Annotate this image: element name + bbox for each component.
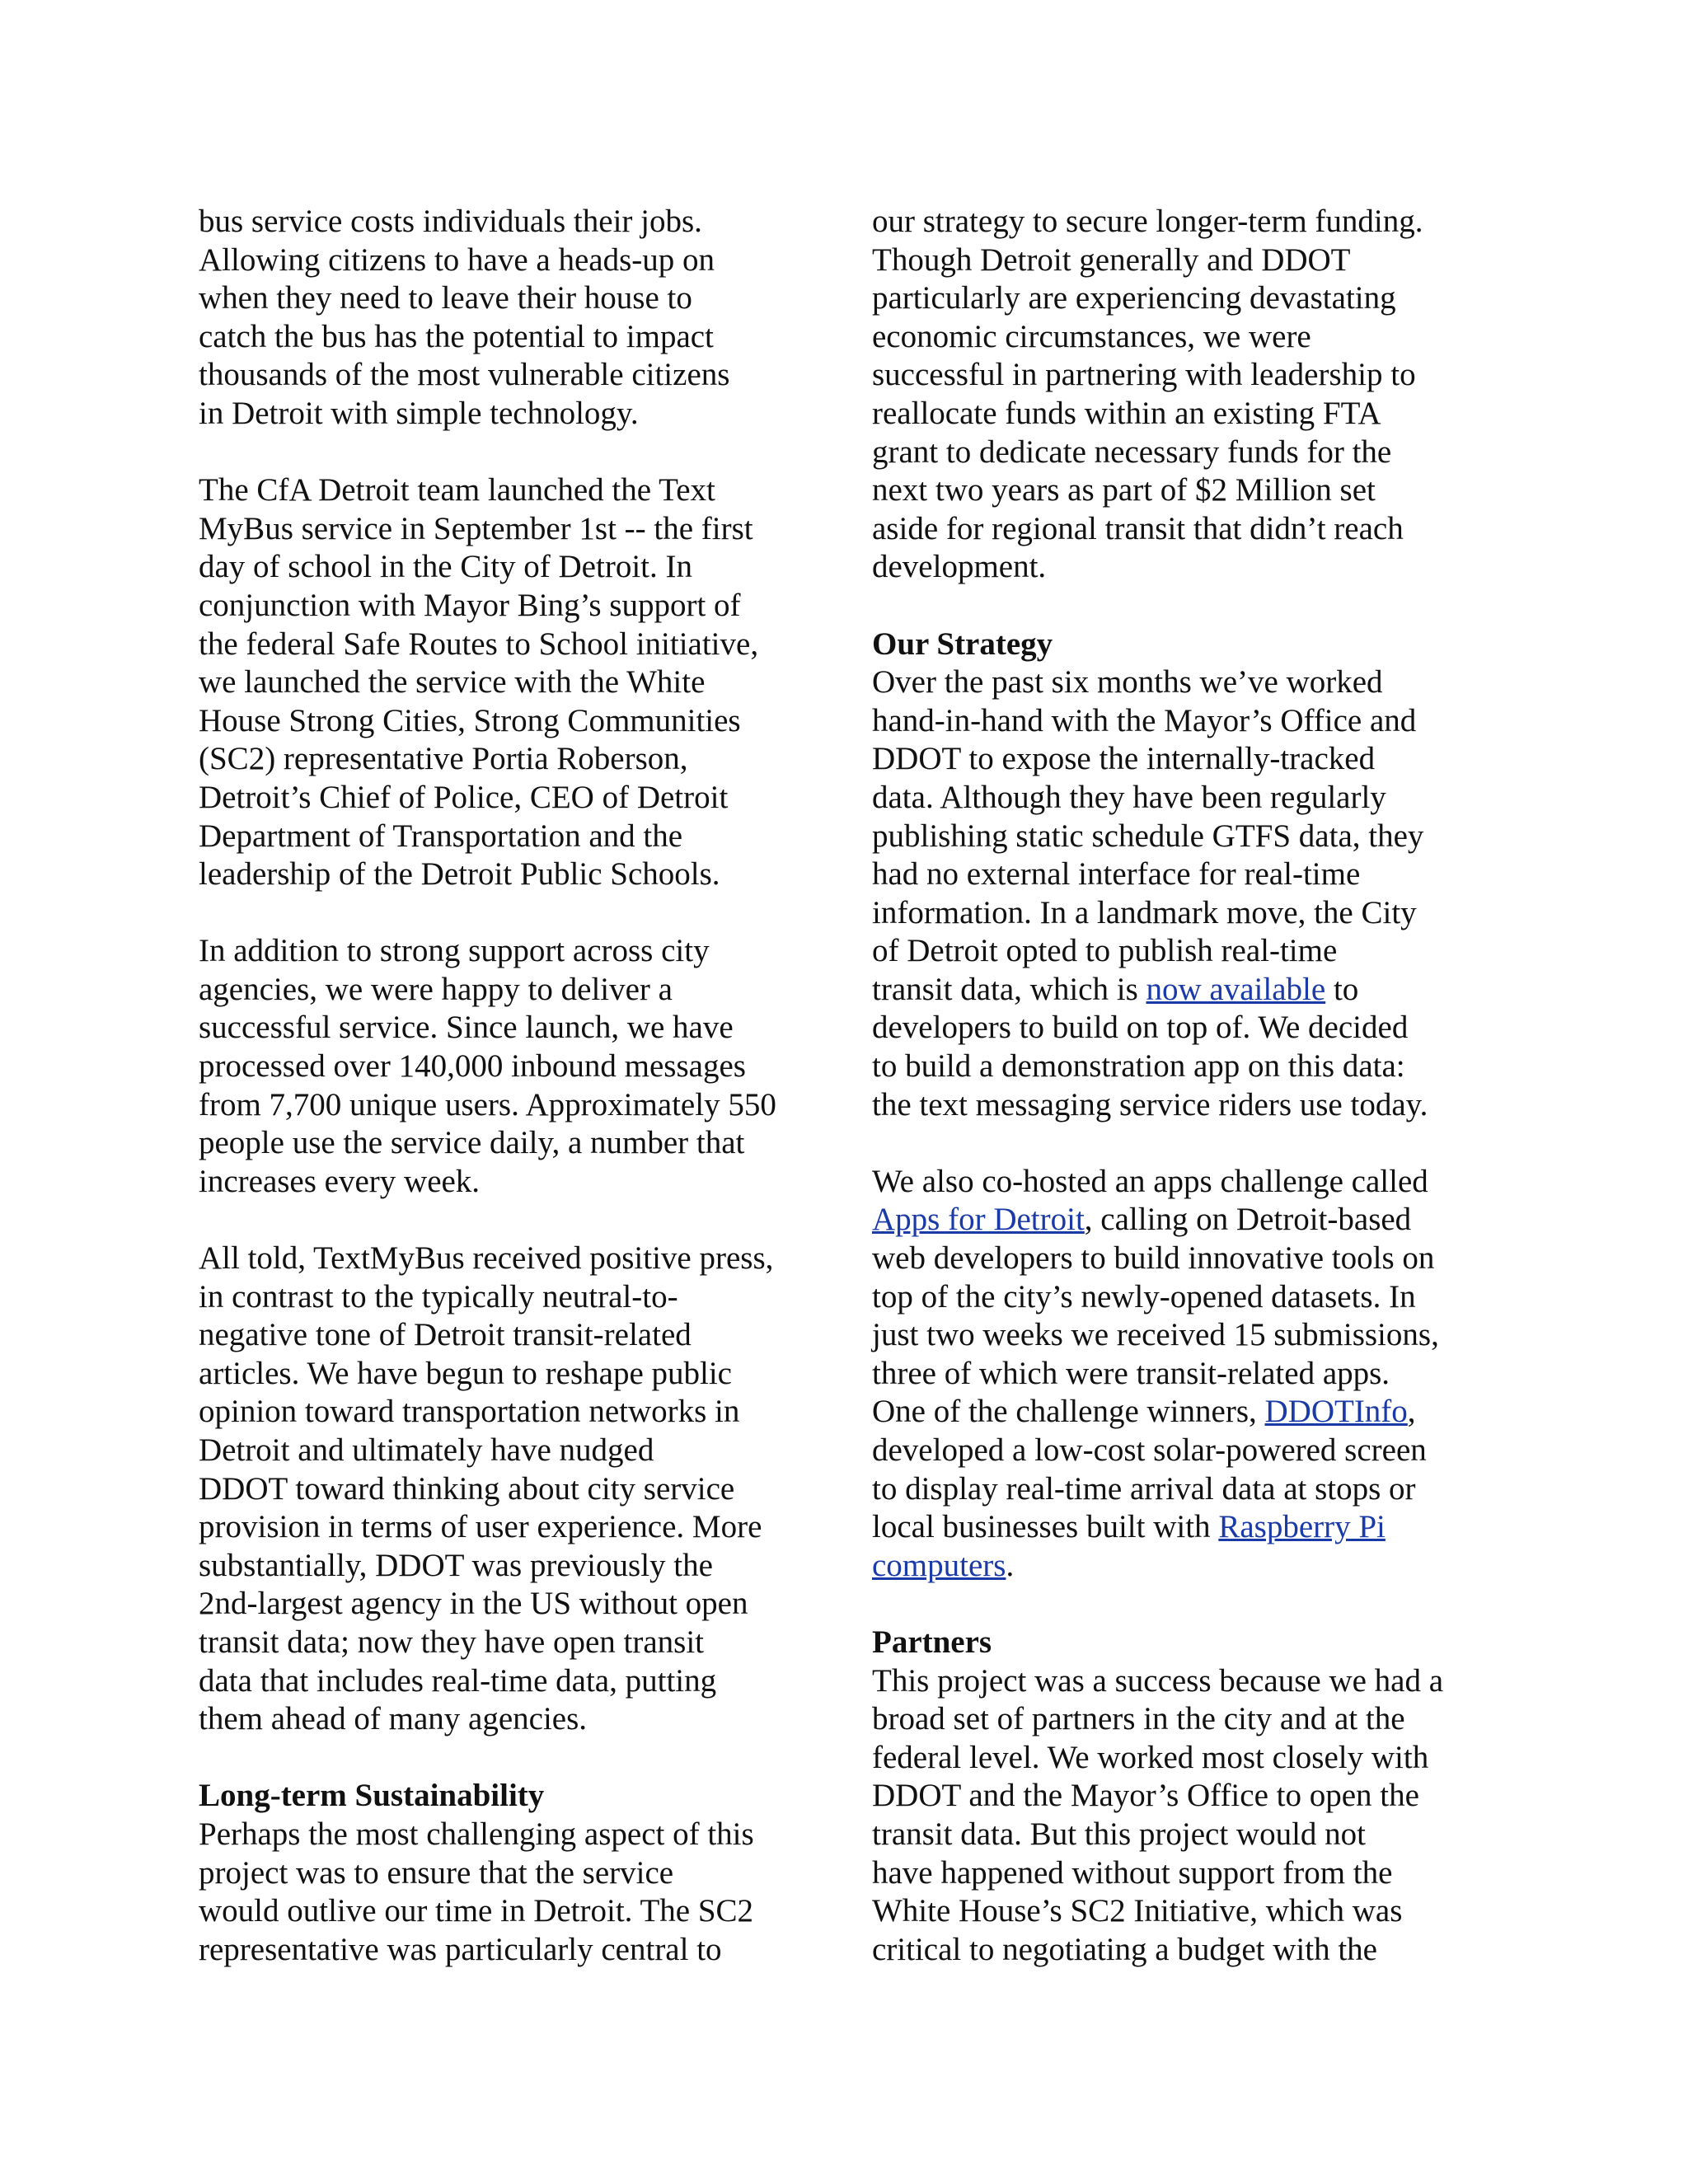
text-line: In addition to strong support across city [199,933,710,969]
text-line: bus service costs individuals their jobs. [199,204,702,239]
section-heading-partners: Partners [872,1624,992,1660]
text-line: (SC2) representative Portia Roberson, [199,741,688,777]
section-heading-sustainability: Long-term Sustainability [199,1778,545,1814]
text-line: 2nd-largest agency in the US without open [199,1586,748,1622]
text-line: The CfA Detroit team launched the Text [199,472,715,509]
text-line: conjunction with Mayor Bing’s support of [199,587,741,623]
text-line: just two weeks we received 15 submissions, [872,1317,1439,1353]
text-line: agencies, we were happy to deliver a [199,971,673,1007]
text-line: representative was particularly central to [199,1931,722,1967]
text-line: All told, TextMyBus received positive press, [199,1240,774,1277]
section-heading-strategy: Our Strategy [872,626,1053,662]
paragraph-sustainability [199,1816,825,1969]
text-line: Detroit’s Chief of Police, CEO of Detroit [199,779,729,815]
paragraph-spacer [872,587,1498,626]
text-line: MyBus service in September 1st -- the first [199,510,753,546]
text-line: would outlive our time in Detroit. The SC2 [199,1893,754,1929]
text-line: our strategy to secure longer-term funding. [872,204,1423,239]
paragraph-funding [872,203,1498,587]
text-fragment: One of the challenge winners, [872,1394,1265,1430]
right-column [872,203,1498,1969]
text-line: DDOT to expose the internally-tracked [872,741,1376,777]
paragraph-usage-stats [199,932,825,1201]
text-line-with-link [872,1547,1498,1586]
paragraph-spacer [872,1124,1498,1163]
text-line-with-link [872,1201,1498,1240]
text-fragment: transit data, which is [872,971,1146,1007]
text-line: reallocate funds within an existing FTA [872,395,1381,431]
text-line: in Detroit with simple technology. [199,395,639,431]
text-line: substantially, DDOT was previously the [199,1547,713,1583]
now-available-link[interactable]: now available [1146,971,1326,1007]
text-line: catch the bus has the potential to impact [199,318,714,354]
text-line: people use the service daily, a number that [199,1125,745,1161]
paragraph-spacer [199,1739,825,1778]
text-line: successful service. Since launch, we have [199,1010,734,1046]
text-line: processed over 140,000 inbound messages [199,1048,746,1085]
text-line: broad set of partners in the city and at the [872,1701,1405,1737]
text-line: information. In a landmark move, the City [872,894,1417,930]
text-line: thousands of the most vulnerable citizens [199,357,730,393]
raspberry-pi-link[interactable]: Raspberry Pi [1218,1509,1386,1545]
text-line: day of school in the City of Detroit. In [199,549,692,585]
text-fragment: , [1407,1394,1416,1430]
text-line: articles. We have begun to reshape public [199,1355,732,1391]
text-line: House Strong Cities, Strong Communities [199,702,741,738]
text-line: Over the past six months we’ve worked [872,664,1383,701]
text-line: the federal Safe Routes to School initiative, [199,626,759,662]
text-line: transit data. But this project would not [872,1816,1366,1852]
text-line: of Detroit opted to publish real-time [872,933,1338,969]
text-line: DDOT and the Mayor’s Office to open the [872,1778,1419,1814]
text-line: in contrast to the typically neutral-to- [199,1278,678,1315]
text-line: next two years as part of $2 Million set [872,472,1376,509]
text-line: Though Detroit generally and DDOT [872,241,1351,278]
text-line: This project was a success because we had a [872,1662,1444,1699]
text-line: developers to build on top of. We decided [872,1010,1409,1046]
text-line: White House’s SC2 Initiative, which was [872,1893,1403,1929]
text-fragment: , calling on Detroit-based [1084,1202,1412,1238]
paragraph-launch [199,471,825,894]
text-line: grant to dedicate necessary funds for the [872,434,1392,470]
paragraph-spacer [199,1201,825,1240]
text-line: transit data; now they have open transit [199,1624,704,1660]
text-line: Allowing citizens to have a heads-up on [199,241,715,278]
text-line: web developers to build innovative tools on [872,1240,1435,1277]
paragraph-strategy [872,663,1498,1124]
text-line: Detroit and ultimately have nudged [199,1432,654,1468]
text-line: developed a low-cost solar-powered screen [872,1432,1427,1468]
paragraph-spacer [199,434,825,472]
text-line: critical to negotiating a budget with the [872,1931,1377,1967]
text-line: economic circumstances, we were [872,318,1311,354]
text-line: three of which were transit-related apps. [872,1355,1390,1391]
paragraph-spacer [199,894,825,933]
text-line: Perhaps the most challenging aspect of this [199,1816,754,1852]
text-line: increases every week. [199,1163,481,1199]
text-line: development. [872,549,1047,585]
text-line: data. Although they have been regularly [872,779,1386,815]
text-line: have happened without support from the [872,1854,1393,1891]
paragraph-spacer [872,1585,1498,1624]
text-line: project was to ensure that the service [199,1854,674,1891]
ddotinfo-link[interactable]: DDOTInfo [1264,1394,1408,1430]
text-line-with-link [872,971,1498,1010]
text-line: negative tone of Detroit transit-related [199,1317,692,1353]
paragraph-job-impact [199,203,825,434]
text-fragment: to [1325,971,1359,1007]
text-line: leadership of the Detroit Public Schools. [199,856,720,893]
text-line: Department of Transportation and the [199,818,683,854]
text-line: provision in terms of user experience. More [199,1509,762,1545]
paragraph-partners [872,1662,1498,1970]
text-line: particularly are experiencing devastating [872,280,1396,316]
text-line: to display real-time arrival data at stops or [872,1470,1416,1507]
text-line: data that includes real-time data, putting [199,1662,717,1699]
text-line-with-link [872,1393,1498,1432]
text-line: from 7,700 unique users. Approximately 550 [199,1086,776,1122]
text-line: federal level. We worked most closely with [872,1739,1429,1775]
text-fragment: . [1006,1547,1015,1583]
paragraph-apps-challenge [872,1163,1498,1586]
text-line-with-link [872,1508,1498,1547]
text-line: had no external interface for real-time [872,856,1361,893]
text-fragment: local businesses built with [872,1509,1219,1545]
text-line: top of the city’s newly-opened datasets. In [872,1278,1416,1315]
text-line: opinion toward transportation networks in [199,1394,740,1430]
text-line: to build a demonstration app on this data: [872,1048,1405,1085]
text-line: DDOT toward thinking about city service [199,1470,735,1507]
text-line: we launched the service with the White [199,664,706,701]
text-line: them ahead of many agencies. [199,1701,588,1737]
computers-link[interactable]: computers [872,1547,1006,1583]
text-line: We also co-hosted an apps challenge called [872,1163,1428,1199]
text-line: hand-in-hand with the Mayor’s Office and [872,702,1417,738]
text-line: publishing static schedule GTFS data, they [872,818,1424,854]
text-line: successful in partnering with leadership to [872,357,1416,393]
text-line: when they need to leave their house to [199,280,692,316]
text-line: the text messaging service riders use today. [872,1086,1428,1122]
left-column [199,203,825,1969]
paragraph-press [199,1240,825,1739]
apps-for-detroit-link[interactable]: Apps for Detroit [872,1202,1085,1238]
text-line: aside for regional transit that didn’t reach [872,510,1404,546]
